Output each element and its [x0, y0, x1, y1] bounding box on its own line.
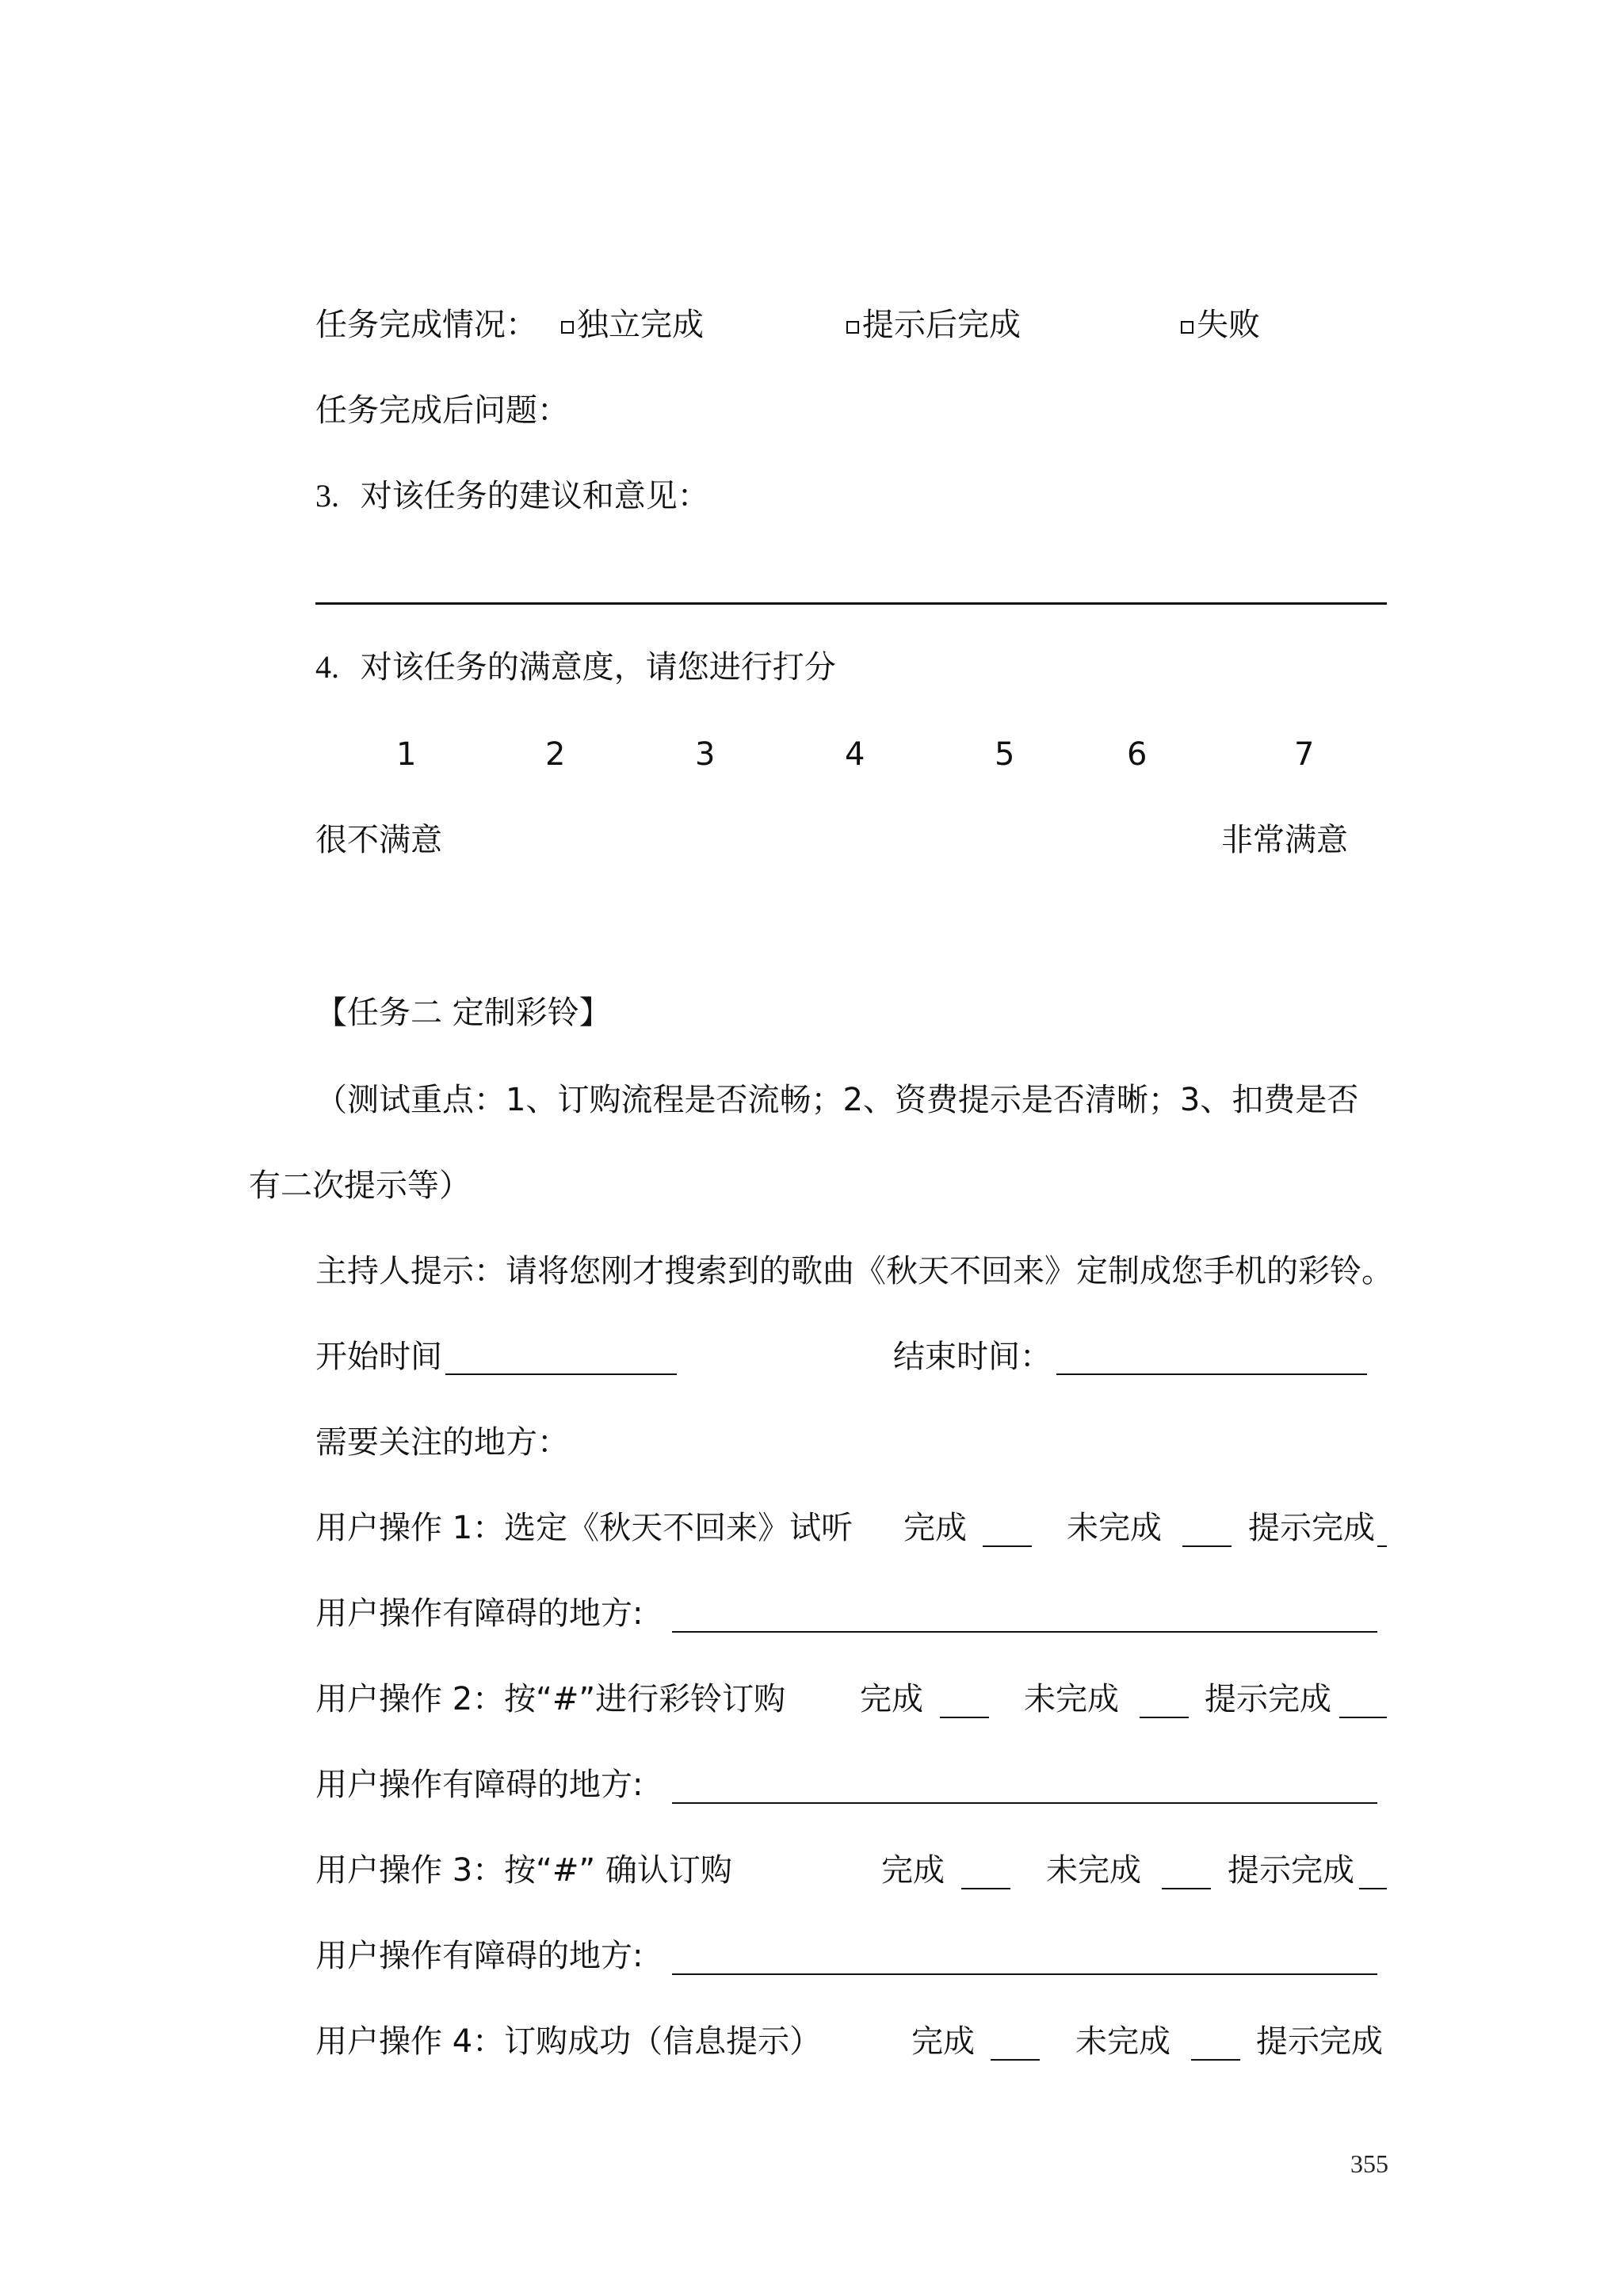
operation-1-prompted-field[interactable] [1377, 1545, 1387, 1547]
operation-2-obstacle-field[interactable] [672, 1802, 1377, 1804]
rating-1[interactable]: 1 [396, 736, 417, 773]
operation-4-not-done-label: 未完成 [1075, 2023, 1170, 2060]
task-status-row [315, 306, 537, 344]
rating-3[interactable]: 3 [695, 736, 716, 773]
operation-3-not-done-field[interactable] [1162, 1888, 1211, 1889]
host-prompt: 主持人提示：请将您刚才搜索到的歌曲《秋天不回来》定制成您手机的彩铃。 [315, 1253, 1393, 1289]
operation-4-done-label: 完成 [911, 2023, 975, 2060]
operation-1-done-label: 完成 [903, 1510, 967, 1546]
option-prompted-label: 提示后完成 [862, 307, 1021, 343]
operation-4-not-done-field[interactable] [1191, 2059, 1240, 2061]
operation-3-done-field[interactable] [961, 1888, 1010, 1889]
operation-3-not-done-label: 未完成 [1046, 1852, 1141, 1889]
task-2-focus-line-1: （测试重点：1、订购流程是否流畅；2、资费提示是否清晰；3、扣费是否 [315, 1082, 1359, 1118]
operation-1-done-field[interactable] [983, 1545, 1032, 1547]
checkbox-icon[interactable] [846, 321, 859, 334]
question-3-text: 对该任务的建议和意见： [360, 478, 709, 514]
operation-2-obstacle-label: 用户操作有障碍的地方: [315, 1767, 643, 1803]
task-2-focus-line-2: 有二次提示等） [249, 1167, 471, 1204]
rating-2[interactable]: 2 [545, 736, 566, 773]
operation-2-done-label: 完成 [860, 1681, 923, 1717]
operation-1-obstacle-field[interactable] [672, 1631, 1377, 1633]
task-status-label: 任务完成情况： [315, 307, 537, 343]
operation-1-obstacle-label: 用户操作有障碍的地方: [315, 1595, 643, 1632]
option-independent-label: 独立完成 [577, 307, 704, 343]
rating-6[interactable]: 6 [1127, 736, 1148, 773]
end-time-field[interactable] [1056, 1373, 1367, 1375]
operation-3-done-label: 完成 [881, 1852, 945, 1889]
rating-4[interactable]: 4 [845, 736, 865, 773]
page-number: 355 [1350, 2149, 1388, 2178]
question-4-text: 对该任务的满意度，请您进行打分 [360, 649, 836, 686]
operation-4-prompted-label: 提示完成 [1256, 2023, 1383, 2060]
end-time-label: 结束时间： [893, 1339, 1052, 1375]
operation-3-prompted-label: 提示完成 [1228, 1852, 1354, 1889]
answer-line-q3[interactable] [315, 602, 1387, 605]
operation-4-done-field[interactable] [991, 2059, 1040, 2061]
operation-2-label: 用户操作 2：按“#”进行彩铃订购 [315, 1681, 786, 1717]
question-3-number: 3. [315, 478, 339, 514]
task-2-title: 【任务二 定制彩铃】 [315, 995, 611, 1031]
operation-4-label: 用户操作 4：订购成功（信息提示） [315, 2023, 822, 2060]
checkbox-icon[interactable] [561, 321, 574, 334]
rating-7[interactable]: 7 [1294, 736, 1315, 773]
start-time-label: 开始时间 [315, 1339, 442, 1375]
checkbox-icon[interactable] [1181, 321, 1193, 334]
question-4 [315, 648, 836, 686]
option-failed[interactable] [1181, 306, 1260, 344]
operation-3-label: 用户操作 3：按“#” 确认订购 [315, 1852, 732, 1889]
option-independent[interactable] [561, 306, 704, 344]
operation-1-not-done-field[interactable] [1182, 1545, 1232, 1547]
operation-1-prompted-label: 提示完成 [1248, 1510, 1375, 1546]
question-4-number: 4. [315, 649, 339, 685]
post-task-questions-heading: 任务完成后问题： [315, 392, 569, 429]
rating-high-label: 非常满意 [1221, 822, 1348, 858]
operation-1-label: 用户操作 1：选定《秋天不回来》试听 [315, 1510, 854, 1546]
operation-2-prompted-label: 提示完成 [1205, 1681, 1331, 1717]
operation-3-obstacle-field[interactable] [672, 1973, 1377, 1975]
option-failed-label: 失败 [1197, 307, 1260, 343]
operation-1-not-done-label: 未完成 [1067, 1510, 1162, 1546]
operation-2-not-done-label: 未完成 [1024, 1681, 1119, 1717]
question-3 [315, 477, 709, 515]
start-time-field[interactable] [445, 1373, 677, 1375]
rating-5[interactable]: 5 [995, 736, 1015, 773]
attention-label: 需要关注的地方： [315, 1424, 569, 1461]
operation-2-prompted-field[interactable] [1339, 1717, 1387, 1718]
operation-2-done-field[interactable] [940, 1717, 989, 1718]
operation-3-prompted-field[interactable] [1359, 1888, 1387, 1889]
operation-2-not-done-field[interactable] [1140, 1717, 1189, 1718]
rating-low-label: 很不满意 [315, 822, 442, 858]
option-prompted[interactable] [846, 306, 1021, 344]
operation-3-obstacle-label: 用户操作有障碍的地方: [315, 1938, 643, 1974]
